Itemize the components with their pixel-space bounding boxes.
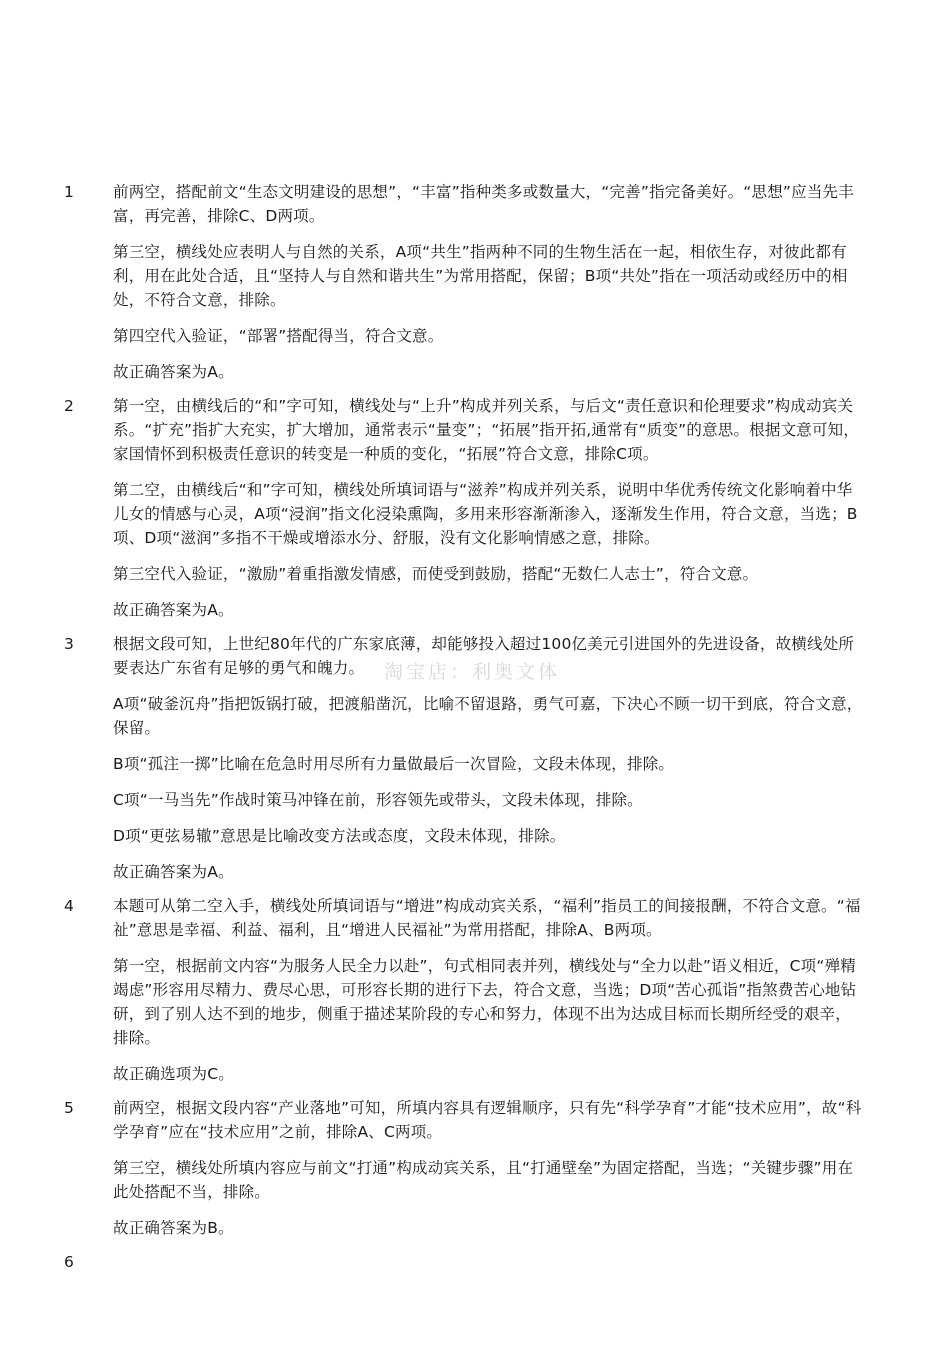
explanation-paragraph: 第一空，由横线后的“和”字可知，横线处与“上升”构成并列关系，与后文“责任意识和伦理要求”构成动宾关系。“扩充”指扩大充实，扩大增加，通常表示“量变”；“拓展”指开拓,通常有“质变”的意思。根据文意可知，家国情怀到积极责任意识的转变是一种质的变化，“拓展”符合文意，排除C项。 — [113, 397, 860, 463]
explanation-paragraph: C项“一马当先”作战时策马冲锋在前，形容领先或带头，文段未体现，排除。 — [113, 791, 643, 809]
answer-explanations — [64, 180, 864, 1284]
item-number: 3 — [64, 635, 74, 653]
answer-item-2 — [64, 394, 864, 622]
answer-item-1 — [64, 180, 864, 384]
answer-item-4 — [64, 894, 864, 1086]
explanation-paragraph: 第三空，横线处应表明人与自然的关系，A项“共生”指两种不同的生物生活在一起，相依生存，对彼此都有利，用在此处合适，且“坚持人与自然和谐共生”为常用搭配，保留；B项“共处”指在一项活动或经历中的相处，不符合文意，排除。 — [113, 243, 848, 309]
explanation-paragraph: 第一空，根据前文内容“为服务人民全力以赴”，句式相同表并列，横线处与“全力以赴”语义相近，C项“殚精竭虑”形容用尽精力、费尽心思，可形容长期的进行下去，符合文意，当选；D项“苦心孤诣”指煞费苦心地钻研，到了别人达不到的地步，侧重于描述某阶段的专心和努力，体现不出为达成目标而长期所经受的艰辛，排除。 — [113, 957, 857, 1047]
item-number: 6 — [64, 1253, 74, 1271]
answer-conclusion: 故正确选项为C。 — [113, 1065, 234, 1083]
answer-item-6 — [64, 1250, 864, 1274]
answer-conclusion: 故正确答案为B。 — [113, 1219, 234, 1237]
explanation-paragraph: 第四空代入验证，“部署”搭配得当，符合文意。 — [113, 327, 444, 345]
explanation-paragraph: 前两空，根据文段内容“产业落地”可知，所填内容具有逻辑顺序，只有先“科学孕育”才能“技术应用”，故“科学孕育”应在“技术应用”之前，排除A、C两项。 — [113, 1099, 862, 1141]
item-number: 4 — [64, 897, 74, 915]
explanation-paragraph: B项“孤注一掷”比喻在危急时用尽所有力量做最后一次冒险，文段未体现，排除。 — [113, 755, 675, 773]
explanation-paragraph: 根据文段可知，上世纪80年代的广东家底薄，却能够投入超过100亿美元引进国外的先进设备，故横线处所要表达广东省有足够的勇气和魄力。 — [113, 635, 855, 677]
answer-conclusion: 故正确答案为A。 — [113, 863, 234, 881]
item-number: 2 — [64, 397, 74, 415]
explanation-paragraph: 第二空，由横线后“和”字可知，横线处所填词语与“滋养”构成并列关系，说明中华优秀传统文化影响着中华儿女的情感与心灵，A项“浸润”指文化浸染熏陶，多用来形容渐渐渗入，逐渐发生作用，符合文意，当选；B项、D项“滋润”多指不干燥或增添水分、舒服，没有文化影响情感之意，排除。 — [113, 481, 858, 547]
explanation-paragraph: D项“更弦易辙”意思是比喻改变方法或态度，文段未体现，排除。 — [113, 827, 566, 845]
item-number: 5 — [64, 1099, 74, 1117]
explanation-paragraph: 第三空，横线处所填内容应与前文“打通”构成动宾关系，且“打通壁垒”为固定搭配，当选；“关键步骤”用在此处搭配不当，排除。 — [113, 1159, 854, 1201]
answer-conclusion: 故正确答案为A。 — [113, 363, 234, 381]
explanation-paragraph: 前两空，搭配前文“生态文明建设的思想”，“丰富”指种类多或数量大，“完善”指完备美好。“思想”应当先丰富，再完善，排除C、D两项。 — [113, 183, 854, 225]
shop-watermark: 淘宝店：利奥文体 — [384, 661, 561, 683]
answer-item-5 — [64, 1096, 864, 1240]
explanation-paragraph: A项“破釜沉舟”指把饭锅打破，把渡船凿沉，比喻不留退路，勇气可嘉，下决心不顾一切干到底，符合文意，保留。 — [113, 695, 863, 737]
answer-item-3 — [64, 632, 864, 884]
item-number: 1 — [64, 183, 74, 201]
answer-conclusion: 故正确答案为A。 — [113, 601, 234, 619]
explanation-paragraph: 本题可从第二空入手，横线处所填词语与“增进”构成动宾关系，“福利”指员工的间接报酬，不符合文意。“福祉”意思是幸福、利益、福利，且“增进人民福祉”为常用搭配，排除A、B两项。 — [113, 897, 861, 939]
explanation-paragraph-empty — [113, 1250, 864, 1274]
explanation-paragraph: 第三空代入验证，“激励”着重指激发情感，而使受到鼓励，搭配“无数仁人志士”，符合文意。 — [113, 565, 759, 583]
